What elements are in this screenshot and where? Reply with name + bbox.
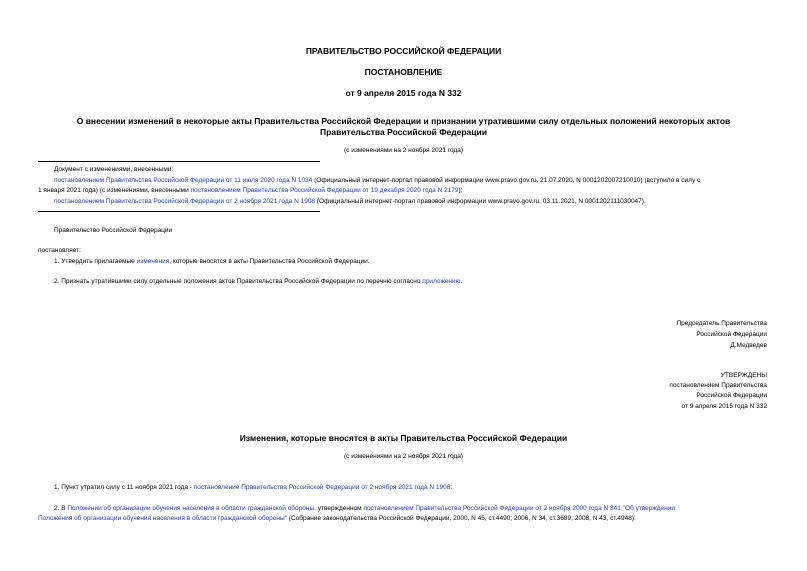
body-paragraph-2	[54, 277, 462, 287]
changes-paragraph-2-line1	[54, 504, 770, 514]
changes-edition: (с изменениями на 2 ноября 2021 года)	[343, 453, 464, 460]
doc-type-heading: ПОСТАНОВЛЕНИЕ	[364, 67, 443, 77]
signature-name: Д.Медведев	[730, 342, 767, 349]
changes-item-1-cont-text: 1 января 2021 года) (с изменениями, внесенными	[38, 187, 191, 194]
changes-p2-text-c: (Собрание законодательства Российской Федерации, 2000, N 45, ст.4490; 2006, N 34, ст.3689; 2008, N 43, ст.4948):	[286, 515, 636, 522]
changes-item-1-cont	[38, 186, 463, 196]
top-rule	[38, 161, 320, 162]
changes-link-2179[interactable]: постановлением Правительства Российской Федерации от 19 декабря 2020 года N 2179	[190, 187, 459, 194]
doc-title-line1: О внесении изменений в некоторые акты Правительства Российской Федерации и признании утратившими силу отдельных положений некоторых актов	[76, 116, 731, 126]
changes-p2-text-b: , утвержденном	[314, 505, 364, 512]
body-government: Правительство Российской Федерации	[54, 227, 173, 234]
decree-841-link[interactable]: постановлением Правительства Российской Федерации от 2 ноября 2000 года N 841 "Об утверждении	[363, 505, 676, 512]
signature-country: Российской Федерации	[696, 331, 767, 338]
changes-paragraph-1	[54, 483, 452, 493]
changes-intro: Документ с изменениями, внесенными:	[54, 166, 174, 173]
changes-link-1908[interactable]: постановлением Правительства Российской Федерации от 2 ноября 2021 года N 1908	[54, 198, 316, 205]
appendix-link[interactable]: приложению	[422, 278, 461, 285]
changes-title: Изменения, которые вносятся в акты Правительства Российской Федерации	[239, 433, 568, 443]
body-p2-text-a: 2. Признать утратившими силу отдельные положения актов Правительства Российской Федерации по перечню согласно	[54, 278, 423, 285]
body-p1-text-b: , которые вносятся в акты Правительства Российской Федерации.	[169, 258, 370, 265]
changes-link-1034[interactable]: постановлением Правительства Российской Федерации от 11 июля 2020 года N 1034	[54, 177, 313, 184]
signature-title: Председатель Правительства	[676, 320, 767, 327]
body-decrees: постановляет:	[38, 247, 81, 254]
changes-item-1	[54, 176, 700, 186]
changes-p1-text-a: 1. Пункт утратил силу с 11 ноября 2021 года -	[54, 484, 194, 491]
approved-date: от 9 апреля 2015 года N 332	[681, 403, 767, 410]
doc-date-number: от 9 апреля 2015 года N 332	[345, 88, 462, 98]
body-p2-text-b: .	[460, 278, 463, 285]
changes-p1-text-b: .	[450, 484, 453, 491]
approved-country: Российской Федерации	[696, 392, 767, 399]
decree-841-link-cont[interactable]: Положения об организации обучения населения в области гражданской обороны"	[38, 515, 287, 522]
civil-defense-regulation-link[interactable]: Положении об организации обучения населения в области гражданской обороны	[67, 505, 315, 512]
changes-p2-text-a: 2. В	[54, 505, 68, 512]
changes-item-2-text: (Официальный интернет-портал правовой информации www.pravo.gov.ru, 03.11.2021, N 0001202111030047).	[315, 198, 646, 205]
changes-item-1-end: );	[458, 187, 463, 194]
approved-heading: УТВЕРЖДЕНЫ	[720, 372, 767, 379]
changes-p1-link[interactable]: постановление Правительства Российской Федерации от 2 ноября 2021 года N 1908	[193, 484, 451, 491]
changes-paragraph-2-line2	[38, 514, 636, 524]
changes-item-1-text: (Официальный интернет-портал правовой информации www.pravo.gov.ru, 21.07.2020, N 0001202007210010) (вступило в силу с	[312, 177, 701, 184]
changes-link[interactable]: изменения	[136, 258, 170, 265]
changes-item-2	[54, 197, 646, 207]
edition-note: (с изменениями на 2 ноября 2021 года)	[343, 147, 464, 154]
bottom-rule	[38, 211, 320, 212]
approved-by: постановлением Правительства	[669, 382, 767, 389]
body-p1-text-a: 1. Утвердить прилагаемые	[54, 258, 137, 265]
body-paragraph-1	[54, 257, 370, 267]
government-heading: ПРАВИТЕЛЬСТВО РОССИЙСКОЙ ФЕДЕРАЦИИ	[305, 46, 502, 56]
doc-title-line2: Правительства Российской Федерации	[320, 127, 487, 137]
